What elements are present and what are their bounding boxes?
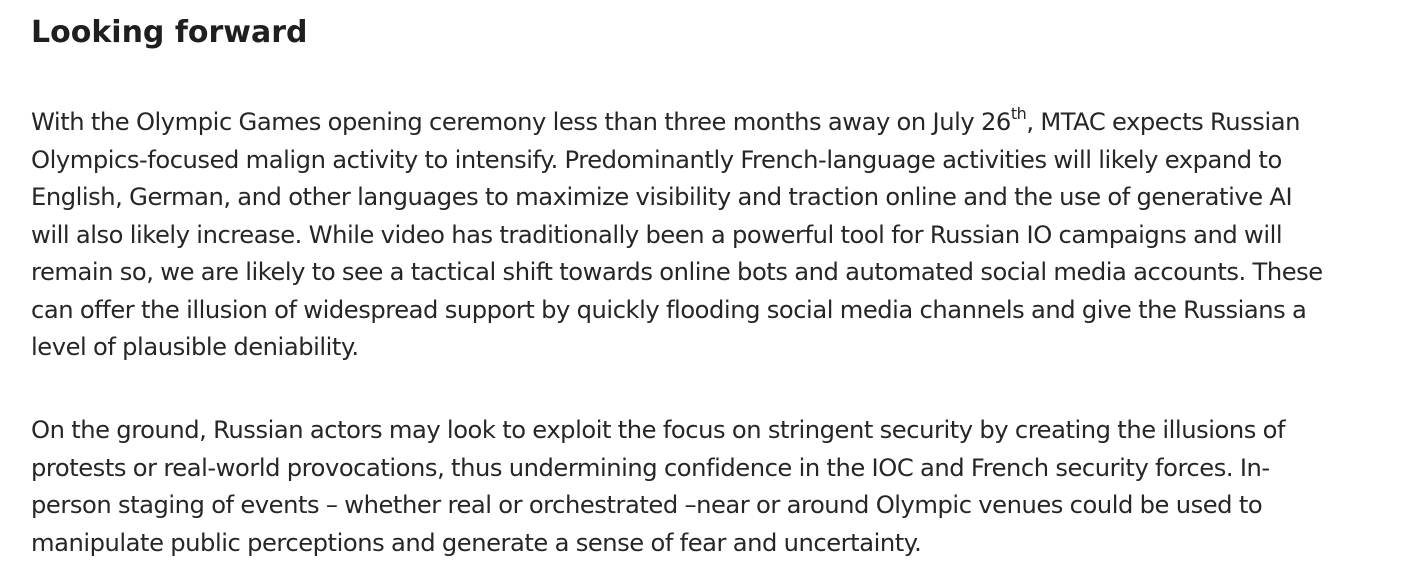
section-heading: Looking forward <box>31 15 308 50</box>
paragraph-line: person staging of events – whether real or orchestrated –near or around Olympic venues could be used to <box>31 491 1263 519</box>
line-text: With the Olympic Games opening ceremony less than three months away on July 26 <box>31 108 1011 136</box>
paragraph-line: On the ground, Russian actors may look to exploit the focus on stringent security by creating the illusions of <box>31 416 1286 444</box>
paragraph-line: protests or real-world provocations, thus undermining confidence in the IOC and French security forces. In- <box>31 453 1270 482</box>
paragraph-line: remain so, we are likely to see a tactical shift towards online bots and automated social media accounts. These <box>31 258 1323 286</box>
paragraph-line: English, German, and other languages to maximize visibility and traction online and the use of generative AI <box>31 183 1293 211</box>
paragraph-line <box>31 104 1323 142</box>
paragraph-line: will also likely increase. While video has traditionally been a powerful tool for Russian IO campaigns and will <box>31 220 1283 249</box>
paragraph-ground-actions <box>31 412 1285 562</box>
ordinal-superscript: th <box>1010 104 1027 123</box>
paragraph-line: level of plausible deniability. <box>31 333 359 361</box>
paragraph-line: can offer the illusion of widespread support by quickly flooding social media channels and give the Russians a <box>31 295 1307 324</box>
paragraph-line: manipulate public perceptions and generate a sense of fear and uncertainty. <box>31 528 922 557</box>
paragraph-line: Olympics-focused malign activity to intensify. Predominantly French-language activities will likely expand to <box>31 145 1282 174</box>
paragraph-outlook <box>31 104 1323 367</box>
line-text: , MTAC expects Russian <box>1026 108 1300 136</box>
